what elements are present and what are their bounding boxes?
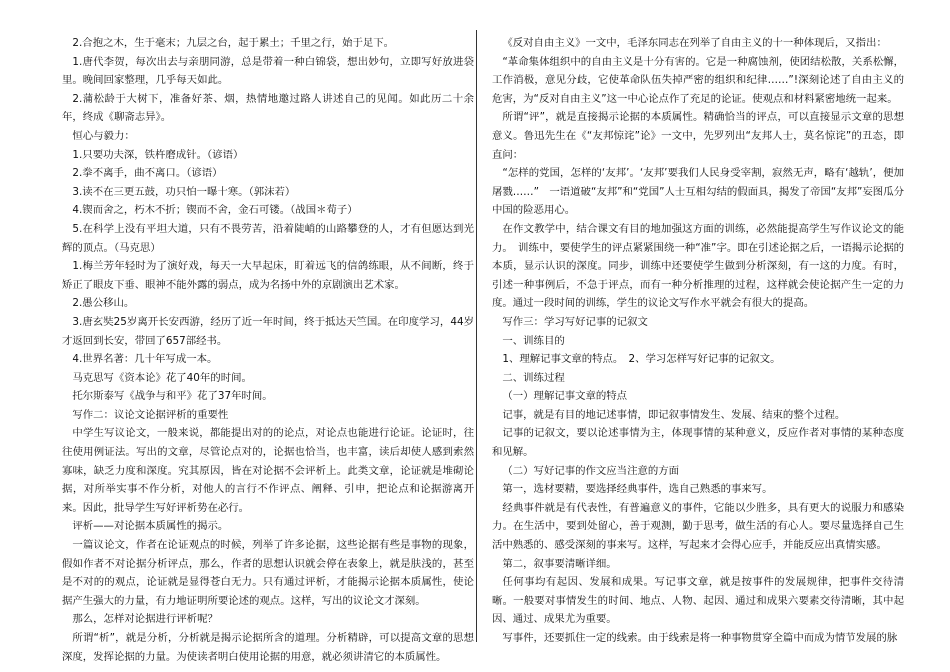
paragraph: 所谓“析”，就是分析，分析就是揭示论据所含的道理。分析精辟，可以提高文章的思想深度，发挥论据的力量。为使读者明白使用论据的用意，就必须讲清它的本质属性。 <box>62 632 474 663</box>
paragraph: 4.世界名著：几十年写成一本。 <box>72 353 218 366</box>
paragraph: 2.合抱之木，生于毫末；九层之台，起于累土；千里之行，始于足下。 <box>72 37 395 49</box>
paragraph: 在作文教学中，结合课文有目的地加强这方面的训练，必然能提高学生写作议论文的能力。 训练中，要使学生的评点紧紧围绕一种“准”字。即在引述论据之后，一语揭示论据的本质，显示认识的深度。同步，训练中还要使学生做到分析深刻，有一这的力度。有时，引述一种事例后，不急于评点，而有一种分析推理的过程，这样就会使论据产生一定的力度。通过一段时间的训练，学生的议论文写作水平就会有很大的提高。 <box>492 222 904 310</box>
paragraph: 1.只要功夫深，铁杵磨成针。（谚语） <box>72 148 244 161</box>
paragraph: 1.唐代李贺，每次出去与亲朋同游，总是带着一种白锦袋，想出妙句，立即写好放进袋里。晚间回家整理，几乎每天如此。 <box>62 55 474 87</box>
paragraph: 5.在科学上没有平坦大道，只有不畏劳苦，沿着陡峭的山路攀登的人，才有但愿达到光辉的顶点。（马克思） <box>62 222 474 254</box>
paragraph: “革命集体组织中的自由主义是十分有害的。它是一种腐蚀剂，使团结松散，关系松懈，工作消极，意见分歧，它使革命队伍失掉严密的组织和纪律……”!深刻论述了自由主义的危害，为“反对自由主义”这一中心论点作了充足的论证。使观点和材料紧密地统一起来。 <box>492 55 904 105</box>
paragraph: 4.锲而舍之，朽木不折；锲而不舍，金石可镂。（战国＊荀子） <box>72 204 358 217</box>
paragraph: 所谓“评”，就是直接揭示论据的本质属性。精确恰当的评点，可以直接显示文章的思想意义。鲁迅先生在《“友邦惊诧”论》一文中，先罗列出“友邦人士，莫名惊诧”的丑态，即直问： <box>492 111 904 161</box>
paragraph: 第一，选材要精，要选择经典事件，选自己熟悉的事来写。 <box>502 483 773 496</box>
paragraph: 1.梅兰芳年轻时为了演好戏，每天一大早起床，盯着远飞的信鸽练眼，从不间断，终于矫正了眼皮下垂、眼神不能外露的弱点，成为名扬中外的京剧演出艺术家。 <box>62 260 474 291</box>
paragraph: 《反对自由主义》一文中，毛泽东同志在列举了自由主义的十一种体现后，又指出： <box>502 37 887 49</box>
paragraph: 2.愚公移山。 <box>72 297 135 310</box>
paragraph: 一篇议论文，作者在论证观点的时候，列举了许多论据，这些论据有些是事物的现象，假如作者不对论据分析评点，那么，作者的思想认识就会停在表象上，就是肤浅的，甚至是不对的的观点，论证就是显得苍白无力。只有通过评析，才能揭示论据本质属性，使论据产生强大的力量，有力地证明所要论述的观点。这样，写出的议论文才深刻。 <box>62 539 474 607</box>
paragraph: 第二，叙事要清晰详细。 <box>502 557 617 570</box>
paragraph: （一）理解记事文章的特点 <box>502 390 628 403</box>
paragraph: “怎样的党国，怎样的‘友邦’。‘友邦’要我们人民身受宰割，寂然无声，略有‘越轨’，便加屠戮……” 一语道破“友邦”和“党国”人士互相勾结的假面具，揭发了帝国“友邦”妄图瓜分中国的险恶用心。 <box>492 167 904 217</box>
paragraph: 恒心与毅力： <box>72 129 135 142</box>
paragraph: 3.唐玄奘25岁离开长安西游，经历了近一年时间，终于抵达天竺国。在印度学习，44岁才返回到长安，带回了657部经书。 <box>62 315 474 347</box>
paragraph: 记事，就是有目的地记述事情，即记叙事情发生、发展、结束的整个过程。 <box>502 408 846 421</box>
paragraph: 写作二：议论文论据评析的重要性 <box>72 408 229 421</box>
paragraph: （二）写好记事的作文应当注意的方面 <box>502 464 680 477</box>
paragraph: 3.读不在三更五鼓，功只怕一曝十寒。（郭沫若） <box>72 185 296 198</box>
right-column <box>492 34 904 648</box>
paragraph: 1、理解记事文章的特点。 2、学习怎样写好记事的记叙文。 <box>502 353 781 366</box>
paragraph: 那么，怎样对论据进行评析呢？ <box>72 613 218 626</box>
paragraph: 评析——对论据本质属性的揭示。 <box>72 520 229 533</box>
paragraph: 2.拳不离手，曲不离口。（谚语） <box>72 167 223 180</box>
paragraph: 马克思写《资本论》花了40年的时间。 <box>72 371 252 384</box>
column-divider <box>476 30 477 642</box>
paragraph: 写作三：学习写好记事的记叙文 <box>502 315 648 328</box>
paragraph: 中学生写议论文，一般来说，都能提出对的的论点，对论点也能进行论证。论证时，往往使用例证法。写出的文章，尽管论点对的，论据也恰当，也丰富，读后却使人感到索然寡味，缺乏力度和深度。究其原因，皆在对论据不会评析上。此类文章，论证就是堆砌论据，对所举实事不作分析，对他人的言行不作评点、阐释、引申，把论点和论据游离开来。因此，批导学生写好评析势在必行。 <box>62 427 474 514</box>
paragraph: 写事件，还要抓住一定的线索。由于线索是将一种事物贯穿全篇中而成为情节发展的脉 <box>502 632 898 644</box>
paragraph: 任何事均有起因、发展和成果。写记事文章，就是按事件的发展规律，把事件交待清晰。一般要对事情发生的时间、地点、人物、起因、通过和成果六要素交待清晰，其中起因、通过、成果尤为重要。 <box>492 576 904 626</box>
paragraph: 2.蒲松龄于大树下，准备好茶、烟，热情地邀过路人讲述自己的见闻。如此历二十余年，终成《聊斋志异》。 <box>62 92 474 124</box>
paragraph: 一、训练目的 <box>502 334 565 347</box>
paragraph: 托尔斯泰写《战争与和平》花了37年时间。 <box>72 390 273 403</box>
paragraph: 经典事件就是有代表性，有普遍意义的事件，它能以少胜多，具有更大的说服力和感染力。在生活中，要到处留心，善于观测，勤于思考，做生活的有心人。要尽量选择自己生活中熟悉的、感受深刻的事来写。这样，写起来才会得心应手，并能反应出真情实感。 <box>492 501 904 552</box>
paragraph: 记事的记叙文，要以论述事情为主，体现事情的某种意义，反应作者对事情的某种态度和见解。 <box>492 427 904 459</box>
left-column <box>62 34 474 666</box>
paragraph: 二、训练过程 <box>502 371 565 384</box>
